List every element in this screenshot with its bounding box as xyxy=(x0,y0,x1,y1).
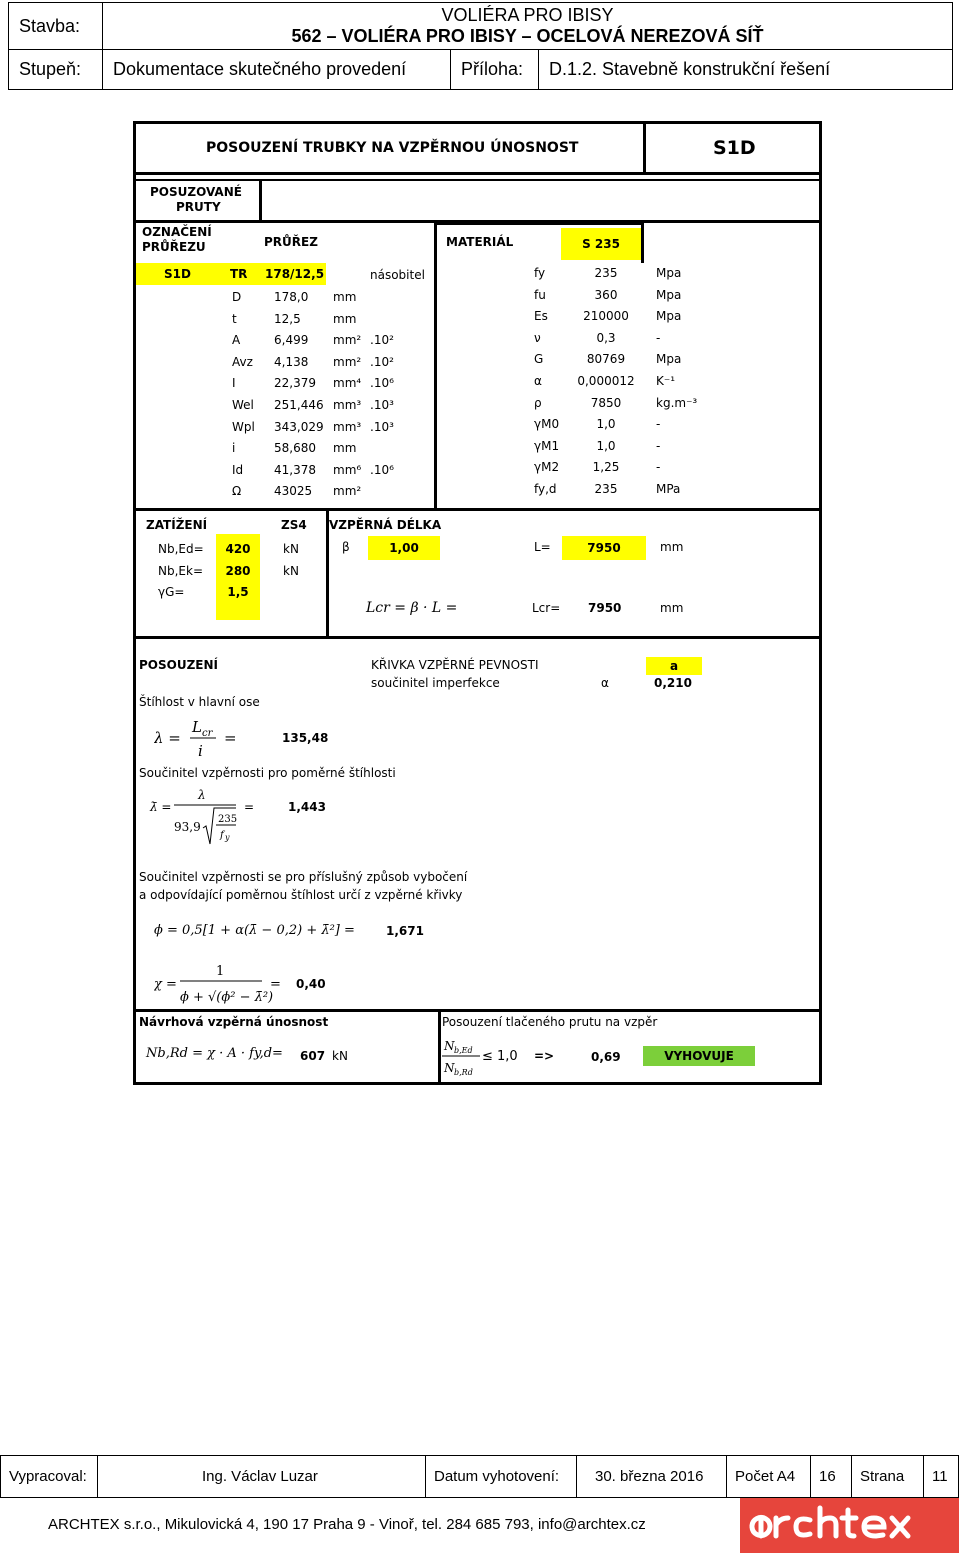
strana-value: 11 xyxy=(932,1468,948,1485)
datum-value: 30. března 2016 xyxy=(577,1456,727,1497)
prop-multiplier: .10³ xyxy=(370,419,394,434)
svg-text:f: f xyxy=(220,830,224,841)
material-value: 360 xyxy=(594,287,618,302)
prop-multiplier: .10⁶ xyxy=(370,376,394,391)
header-row-stupen xyxy=(9,49,952,90)
prop-symbol: Ω xyxy=(232,484,242,499)
prop-symbol: Id xyxy=(232,462,244,477)
svg-text:ϕ + √(ϕ² − λ̄²): ϕ + √(ϕ² − λ̄²) xyxy=(180,990,274,1005)
imperfekce-label: součinitel imperfekce xyxy=(371,676,500,690)
footer-address-row xyxy=(0,1498,959,1553)
svg-text:L: L xyxy=(192,718,202,736)
svg-text:b,Rd: b,Rd xyxy=(454,1068,473,1077)
strana-label: Strana xyxy=(852,1456,924,1497)
load-case-label: ZS4 xyxy=(281,518,307,532)
phi-formula xyxy=(154,917,364,941)
material-symbol: ν xyxy=(534,330,541,345)
prop-symbol: D xyxy=(232,290,242,304)
material-value: 0,3 xyxy=(596,330,616,345)
footer-info-row xyxy=(0,1455,959,1498)
lambda-formula xyxy=(154,712,254,760)
svg-text:93,9: 93,9 xyxy=(174,820,201,834)
datum-label: Datum vyhotovení: xyxy=(426,1456,577,1497)
material-symbol: γM2 xyxy=(534,460,560,475)
sheet-code: S1D xyxy=(713,137,756,159)
pocet-value: 16 xyxy=(811,1456,852,1497)
project-title xyxy=(103,3,952,49)
svg-text:N: N xyxy=(444,1039,455,1053)
stavba-label: Stavba: xyxy=(9,3,103,49)
svg-text:b,Ed: b,Ed xyxy=(454,1046,473,1055)
prop-value: 41,378 xyxy=(274,462,316,477)
material-unit: MPa xyxy=(656,482,681,496)
material-value: 210000 xyxy=(583,309,629,324)
section-name: S1D xyxy=(164,267,191,281)
archtex-logo-mark xyxy=(740,1498,959,1553)
material-value: 80769 xyxy=(586,352,626,367)
material-symbol: γM0 xyxy=(534,417,560,432)
nbrd-value: 607 xyxy=(300,1049,326,1063)
phi-value: 1,671 xyxy=(386,924,424,938)
load-symbol: Nb,Ek= xyxy=(158,563,203,578)
vypracoval-value: Ing. Václav Luzar xyxy=(98,1456,426,1497)
prop-symbol: t xyxy=(232,311,237,326)
material-symbol: Es xyxy=(534,309,548,324)
prop-symbol: Wel xyxy=(232,398,254,412)
beta-value: 1,00 xyxy=(368,536,440,560)
vzperne-krivky-line1: Součinitel vzpěrnosti se pro příslušný způsob vybočení xyxy=(139,870,468,884)
soucinitel-pomerne-label: Součinitel vzpěrnosti pro poměrné štíhlosti xyxy=(139,766,396,780)
prop-value: 178,0 xyxy=(274,290,309,304)
lcr-unit: mm xyxy=(660,601,684,615)
prop-unit: mm⁶ xyxy=(333,462,362,477)
material-value: 7850 xyxy=(590,395,622,410)
beta-label: β xyxy=(342,540,350,554)
load-unit: kN xyxy=(283,563,299,578)
material-unit: K⁻¹ xyxy=(656,374,676,388)
load-value: 1,5 xyxy=(227,585,249,599)
material-label: MATERIÁL xyxy=(446,235,514,249)
project-title-line1: VOLIÉRA PRO IBISY xyxy=(441,5,614,25)
material-symbol: fy,d xyxy=(534,482,557,496)
lambda-bar-formula xyxy=(148,786,263,852)
chi-value: 0,40 xyxy=(296,977,326,991)
material-value: 0,000012 xyxy=(577,374,635,388)
calculation-sheet xyxy=(133,121,822,1085)
svg-text:ϕ = 0,5[1 + α(λ̄ − 0,2) + λ̄²]: ϕ = 0,5[1 + α(λ̄ − 0,2) + λ̄²] = xyxy=(154,923,355,938)
section-size: 178/12,5 xyxy=(265,267,325,281)
prop-value: 251,446 xyxy=(274,398,324,412)
svg-text:λ =: λ = xyxy=(154,729,181,747)
lcr-value: 7950 xyxy=(588,601,622,615)
prop-symbol: i xyxy=(232,441,236,456)
posuzovane-pruty-line1: POSUZOVANÉ xyxy=(150,185,242,199)
result-badge: VYHOVUJE xyxy=(643,1046,755,1066)
stupen-label: Stupeň: xyxy=(9,49,103,90)
prop-value: 6,499 xyxy=(274,333,309,348)
ratio-arrow: => xyxy=(534,1049,555,1063)
material-value: 235 xyxy=(594,266,618,280)
svg-text:i: i xyxy=(198,742,203,760)
document-header xyxy=(8,2,953,90)
material-symbol: fu xyxy=(534,287,546,302)
prop-unit: mm xyxy=(333,441,357,456)
load-symbol: Nb,Ed= xyxy=(158,542,204,556)
posouzeni-tlac-label: Posouzení tlačeného prutu na vzpěr xyxy=(442,1015,658,1029)
prop-multiplier: .10² xyxy=(370,333,394,348)
prop-unit: mm³ xyxy=(333,398,362,412)
prop-unit: mm⁴ xyxy=(333,376,362,391)
section-type: TR xyxy=(230,267,248,281)
priloha-value: D.1.2. Stavebně konstrukční řešení xyxy=(549,59,831,79)
material-unit: Mpa xyxy=(656,309,682,324)
svg-text:cr: cr xyxy=(202,728,213,739)
load-value: 420 xyxy=(225,542,251,556)
navrhova-label: Návrhová vzpěrná únosnost xyxy=(139,1015,329,1029)
nbrd-unit: kN xyxy=(332,1049,348,1063)
prop-multiplier: .10² xyxy=(370,354,394,369)
lcr-label: Lcr= xyxy=(532,601,561,615)
svg-text:1: 1 xyxy=(216,964,225,979)
material-unit: - xyxy=(656,438,661,453)
chi-formula xyxy=(154,959,294,1009)
material-symbol: γM1 xyxy=(534,438,560,453)
oznaceni-line2: PRŮŘEZU xyxy=(142,240,206,254)
vzperne-krivky-line2: a odpovídající poměrnou štíhlost určí z vzpěrné křivky xyxy=(139,888,463,902)
material-value: 235 xyxy=(594,482,618,496)
prop-unit: mm xyxy=(333,311,357,326)
posouzeni-label: POSOUZENÍ xyxy=(139,658,218,672)
prop-value: 58,680 xyxy=(274,441,316,456)
alpha-label: α xyxy=(601,676,609,690)
prop-unit: mm³ xyxy=(333,419,362,434)
prop-symbol: A xyxy=(232,333,241,348)
material-unit: Mpa xyxy=(656,287,682,302)
prop-value: 4,138 xyxy=(274,354,309,369)
prop-value: 43025 xyxy=(274,484,313,499)
material-unit: - xyxy=(656,330,661,345)
svg-text:=: = xyxy=(270,977,281,992)
vypracoval-label: Vypracoval: xyxy=(1,1456,98,1497)
krivka-value: a xyxy=(646,657,702,675)
svg-text:λ: λ xyxy=(198,788,206,802)
prop-unit: mm² xyxy=(333,333,362,348)
material-symbol: fy xyxy=(534,266,546,280)
prop-symbol: I xyxy=(232,376,236,391)
l-label: L= xyxy=(534,540,551,554)
prop-value: 343,029 xyxy=(274,419,324,434)
oznaceni-label xyxy=(142,225,212,254)
ratio-condition: ≤ 1,0 xyxy=(482,1049,518,1064)
l-value: 7950 xyxy=(562,536,646,560)
material-value: 1,25 xyxy=(592,460,620,475)
prop-value: 12,5 xyxy=(274,311,301,326)
load-symbol: γG= xyxy=(158,585,185,599)
load-value: 280 xyxy=(225,563,251,578)
svg-text:λ̄ =: λ̄ = xyxy=(150,800,172,814)
vzperna-delka-label: VZPĚRNÁ DÉLKA xyxy=(329,518,442,532)
material-unit: Mpa xyxy=(656,266,682,280)
load-unit: kN xyxy=(283,542,299,556)
material-value: S 235 xyxy=(561,228,641,260)
svg-text:χ =: χ = xyxy=(154,977,177,992)
material-symbol: ρ xyxy=(534,395,542,410)
alpha-value: 0,210 xyxy=(654,676,692,690)
material-value: 1,0 xyxy=(596,417,616,432)
posuzovane-pruty-label xyxy=(150,185,242,214)
svg-text:=: = xyxy=(224,729,237,747)
sheet-title: POSOUZENÍ TRUBKY NA VZPĚRNOU ÚNOSNOST xyxy=(206,140,579,156)
svg-text:=: = xyxy=(244,800,255,814)
material-unit: Mpa xyxy=(656,352,682,367)
nbrd-formula: Nb,Rd = χ · A · fy,d= xyxy=(146,1046,283,1061)
header-row-stavba xyxy=(9,3,952,50)
prop-unit: mm xyxy=(333,290,357,304)
material-unit: - xyxy=(656,417,661,432)
prop-unit: mm² xyxy=(333,484,362,499)
prurez-label: PRŮŘEZ xyxy=(264,235,318,249)
lambda-value: 135,48 xyxy=(282,731,329,745)
material-symbol: G xyxy=(534,352,544,367)
krivka-label: KŘIVKA VZPĚRNÉ PEVNOSTI xyxy=(371,658,539,672)
prop-value: 22,379 xyxy=(274,376,316,391)
l-unit: mm xyxy=(660,540,684,554)
material-symbol: α xyxy=(534,374,542,388)
nasobitel-label: násobitel xyxy=(370,268,425,282)
prop-unit: mm² xyxy=(333,354,362,369)
lcr-formula: Lcr = β · L = xyxy=(366,600,458,616)
zatizeni-label: ZATÍŽENÍ xyxy=(146,518,208,532)
lambda-bar-value: 1,443 xyxy=(288,800,326,814)
document-footer xyxy=(0,1455,960,1553)
company-address: ARCHTEX s.r.o., Mikulovická 4, 190 17 Praha 9 - Vinoř, tel. 284 685 793, info@archtex.cz xyxy=(48,1516,646,1533)
archtex-logo xyxy=(740,1498,959,1553)
oznaceni-line1: OZNAČENÍ xyxy=(142,225,212,239)
prop-symbol: Wpl xyxy=(232,419,255,434)
stihlost-label: Štíhlost v hlavní ose xyxy=(139,695,260,709)
posuzovane-pruty-line2: PRUTY xyxy=(176,200,221,214)
stupen-value: Dokumentace skutečného provedení xyxy=(103,49,451,90)
prop-multiplier: .10⁶ xyxy=(370,462,394,477)
ratio-value: 0,69 xyxy=(591,1050,621,1064)
prop-symbol: Avz xyxy=(232,354,253,369)
material-unit: kg.m⁻³ xyxy=(656,395,698,410)
priloha-label: Příloha: xyxy=(451,49,539,90)
svg-text:N: N xyxy=(444,1061,455,1075)
prop-multiplier: .10³ xyxy=(370,398,394,412)
svg-text:235: 235 xyxy=(218,814,238,825)
material-value: 1,0 xyxy=(596,438,616,453)
pocet-label: Počet A4 xyxy=(727,1456,811,1497)
svg-text:y: y xyxy=(225,833,230,842)
material-unit: - xyxy=(656,460,661,475)
project-title-line2: 562 – VOLIÉRA PRO IBISY – OCELOVÁ NEREZOVÁ SÍŤ xyxy=(291,26,764,46)
